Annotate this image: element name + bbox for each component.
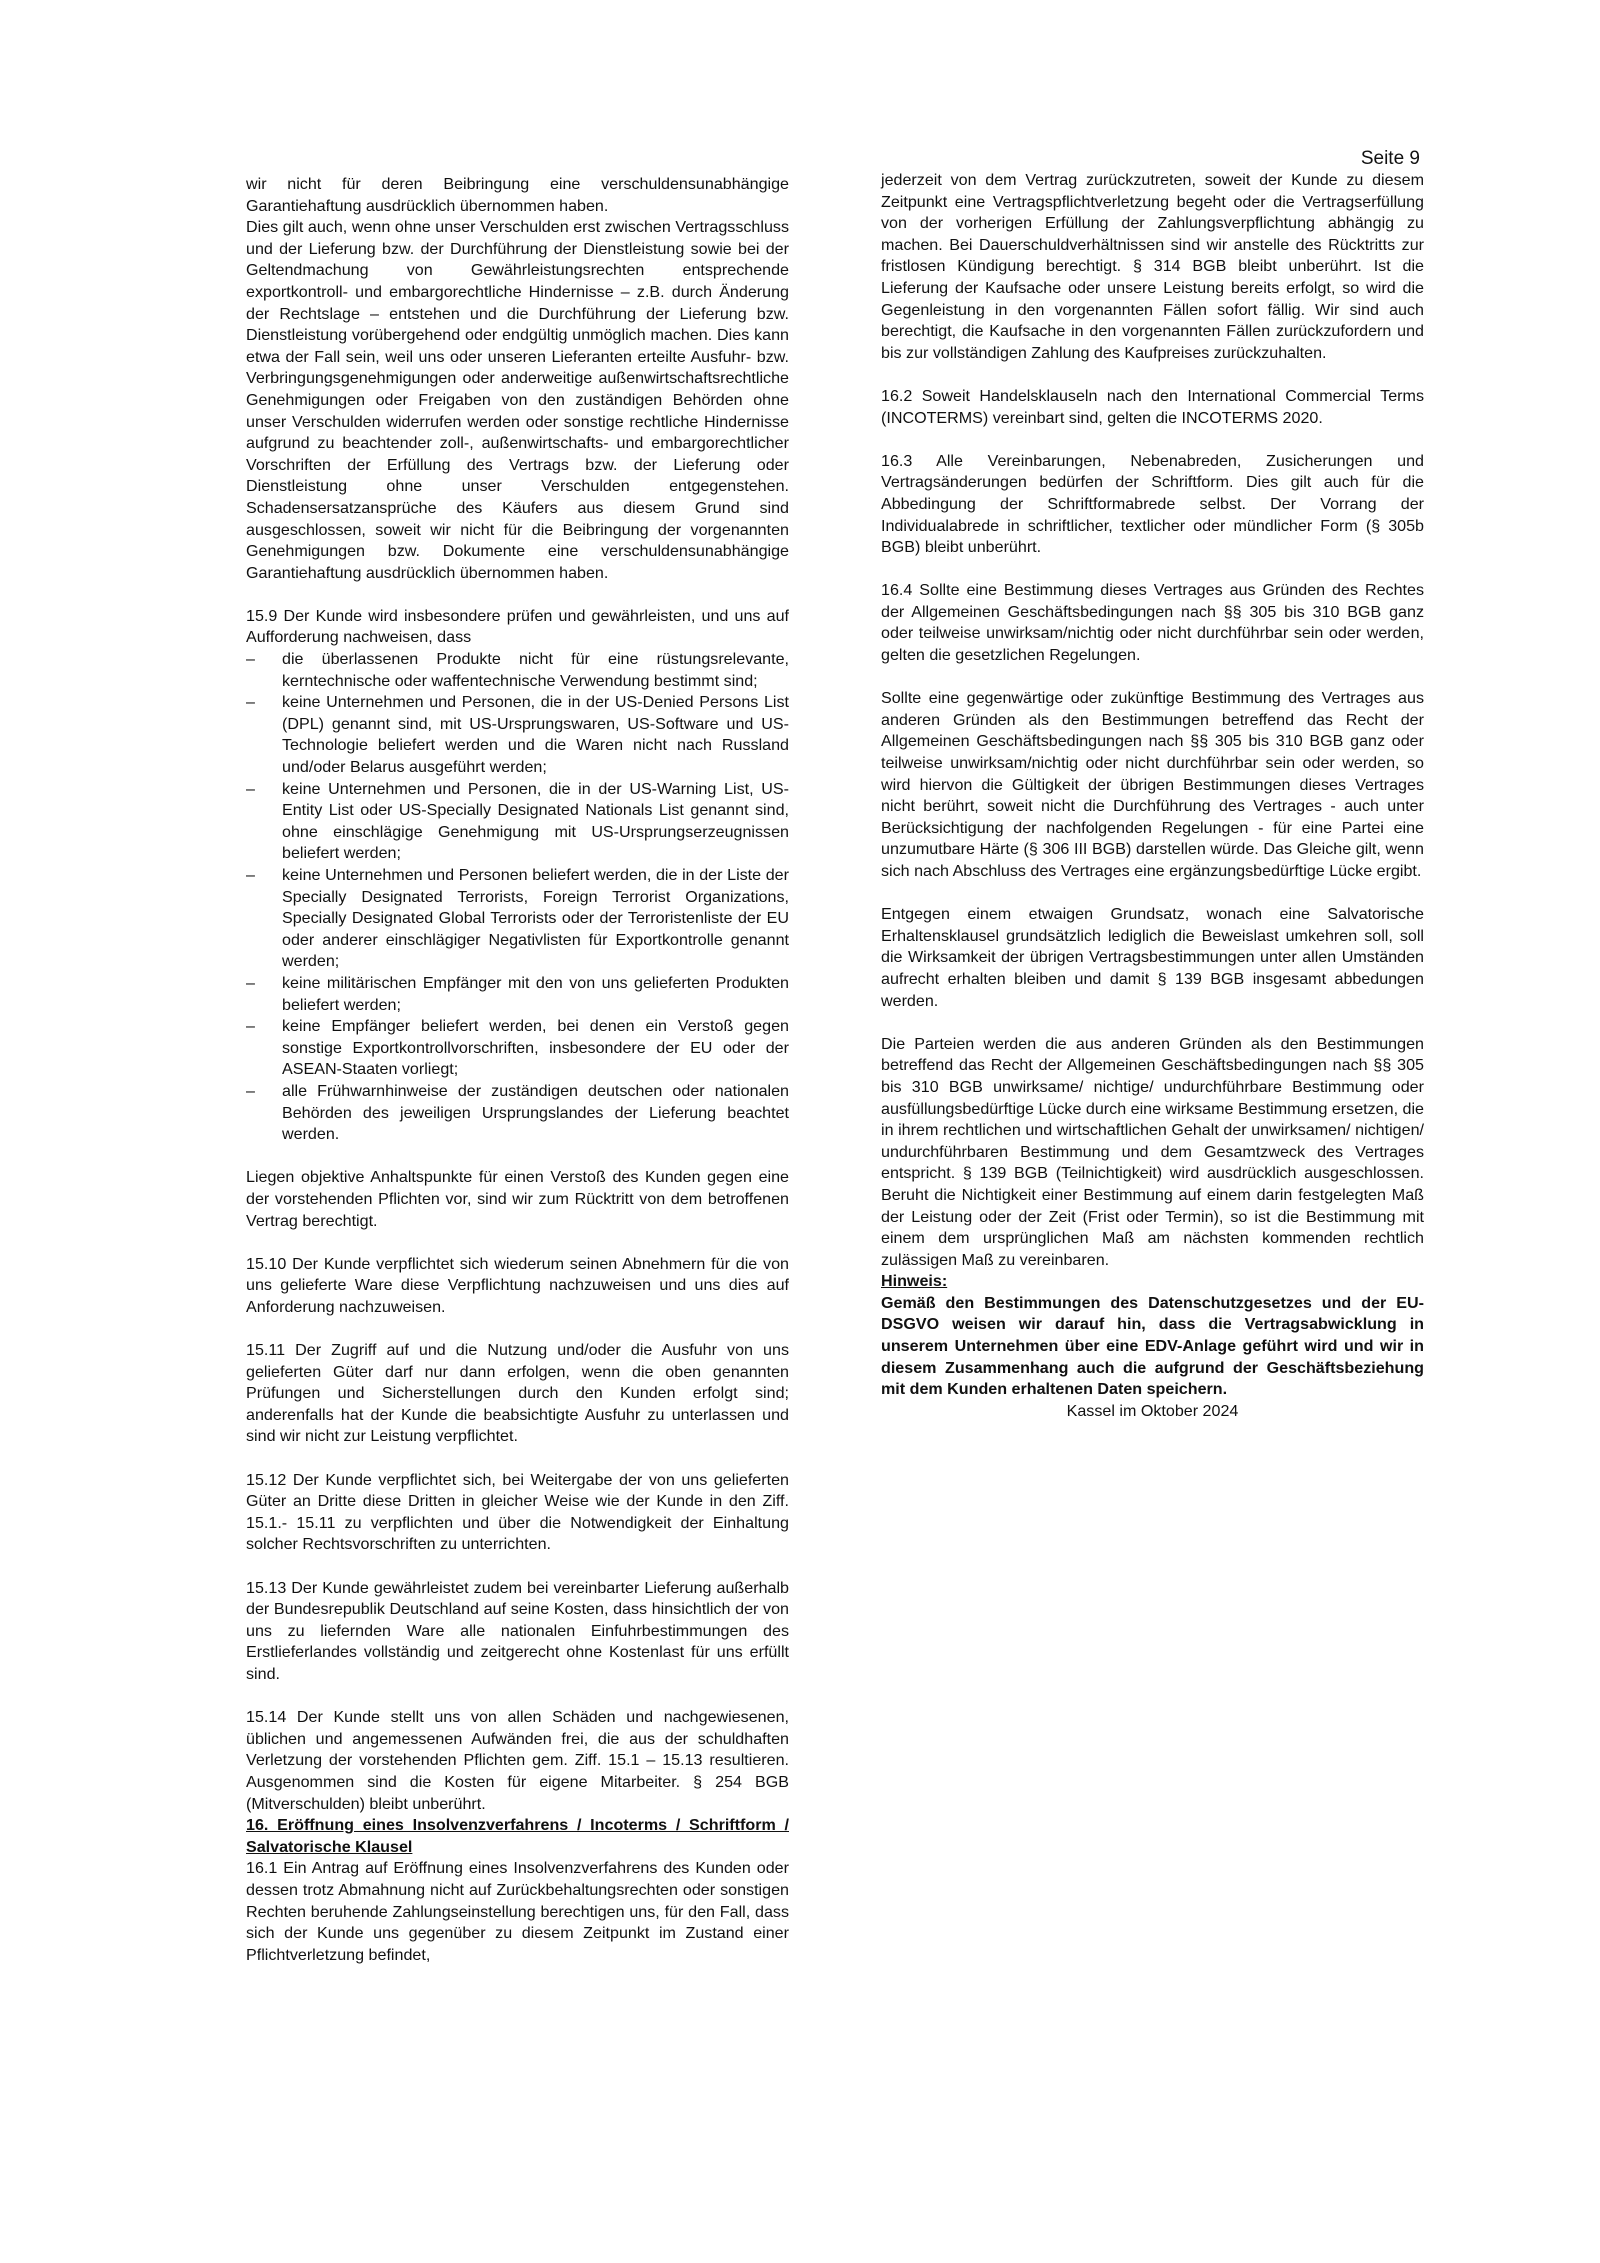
paragraph-15-11: 15.11 Der Zugriff auf und die Nutzung und/oder die Ausfuhr von uns gelieferten Güter darf nur dann erfolgen, wenn die oben genannten Prüfungen und Sicherstellungen durch den Kunden erfolgt sind; anderenfalls hat der Kunde die beabsichtigte Ausfuhr zu unterlassen und sind wir nicht zur Leistung verpflichtet. [246,1341,789,1446]
notice-label: Hinweis: [881,1272,948,1291]
list-item: – keine Unternehmen und Personen, die in der US-Warning List, US-Entity List oder US-Specially Designated Nationals List genannt sind, ohne einschlägige Genehmigung mit US-Ursprungserzeugnissen beliefert werden; [246,779,789,865]
paragraph-15-13: 15.13 Der Kunde gewährleistet zudem bei vereinbarter Lieferung außerhalb der Bundesrepublik Deutschland auf seine Kosten, dass hinsichtlich der von uns zu liefernden Ware alle nationalen Einfuhrbestimmungen des Erstlieferlandes vollständig und zeitgerecht ohne Kostenlast für uns erfüllt sind. [246,1578,789,1683]
paragraph-15-14: 15.14 Der Kunde stellt uns von allen Schäden und nachgewiesenen, üblichen und angemessenen Aufwänden frei, die aus der schuldhaften Verletzung der vorstehenden Pflichten gem. Ziff. 15.1 – 15.13 resultieren. Ausgenommen sind die Kosten für eigene Mitarbeiter. § 254 BGB (Mitverschulden) bleibt unberührt. [246,1708,789,1813]
paragraph-16-3: 16.3 Alle Vereinbarungen, Nebenabreden, Zusicherungen und Vertragsänderungen bedürfen der Schriftform. Dies gilt auch für die Abbedingung der Schriftformabrede selbst. Der Vorrang der Individualabrede in schriftlicher, textlicher oder mündlicher Form (§ 305b BGB) bleibt unberührt. [881,451,1424,557]
list-item: – keine militärischen Empfänger mit den von uns gelieferten Produkten beliefert werden; [246,973,789,1016]
paragraph: Liegen objektive Anhaltspunkte für einen Verstoß des Kunden gegen eine der vorstehenden Pflichten vor, sind wir zum Rücktritt von dem betroffenen Vertrag berechtigt. [246,1168,789,1230]
section-heading-16: 16. Eröffnung eines Insolvenzverfahrens / Incoterms / Schriftform / Salvatorische Klausel [246,1816,789,1856]
page-number: Seite 9 [1360,148,1420,169]
paragraph: Dies gilt auch, wenn ohne unser Verschulden erst zwischen Vertragsschluss und der Lieferung bzw. der Durchführung der Dienstleistung sowie bei der Geltendmachung von Gewährleistungsrechten entsprechende exportkontroll- und embargorechtliche Hindernisse – z.B. durch Änderung der Rechtslage – entstehen und die Durchführung der Lieferung bzw. Dienstleistung vorübergehend oder endgültig unmöglich machen. Dies kann etwa der Fall sein, weil uns oder unseren Lieferanten erteilte Ausfuhr- bzw. Verbringungsgenehmigungen oder anderweitige außenwirtschaftsrechtliche Genehmigungen oder Freigaben von den zuständigen Behörden ohne unser Verschulden widerrufen werden oder sonstige rechtliche Hindernisse aufgrund zu beachtender zoll-, außenwirtschafts- und embargorechtlicher Vorschriften der Erfüllung des Vertrags bzw. der Lieferung oder Dienstleistung ohne unser Verschulden entgegenstehen. Schadensersatzansprüche des Käufers aus diesem Grund sind ausgeschlossen, soweit wir nicht für die Beibringung der vorgenannten Genehmigungen bzw. Dokumente eine verschuldensunabhängige Garantiehaftung ausdrücklich übernommen haben. [246,218,789,582]
paragraph: Entgegen einem etwaigen Grundsatz, wonach eine Salvatorische Erhaltensklausel grundsätzlich lediglich die Beweislast umkehren soll, soll die Wirksamkeit der übrigen Vertragsbestimmungen unter allen Umständen aufrecht erhalten bleiben und damit § 139 BGB insgesamt abbedungen werden. [881,905,1424,1010]
signature-line: Kassel im Oktober 2024 [1066,1401,1239,1420]
paragraph-15-9: 15.9 Der Kunde wird insbesondere prüfen und gewährleisten, und uns auf Aufforderung nachweisen, dass [246,606,789,647]
list-item: – keine Empfänger beliefert werden, bei denen ein Verstoß gegen sonstige Exportkontrollvorschriften, insbesondere der EU oder der ASEAN-Staaten vorliegt; [246,1016,789,1081]
paragraph: Die Parteien werden die aus anderen Gründen als den Bestimmungen betreffend das Recht der Allgemeinen Geschäftsbedingungen nach §§ 305 bis 310 BGB unwirksame/ nichtige/ undurchführbare Bestimmung oder ausfüllungsbedürftige Lücke durch eine wirksame Bestimmung ersetzen, die in ihrem rechtlichen und wirtschaftlichen Gehalt der unwirksamen/ nichtigen/ undurchführbaren Bestimmung und dem Gesamtzweck des Vertrages entspricht. § 139 BGB (Teilnichtigkeit) wird ausdrücklich ausgeschlossen. Beruht die Nichtigkeit einer Bestimmung auf einem darin festgelegten Maß der Leistung oder der Zeit (Frist oder Termin), so ist die Bestimmung mit einem dem ursprünglichen Maß am nächsten kommenden rechtlich zulässigen Maß zu vereinbaren. [881,1034,1425,1269]
paragraph-15-10: 15.10 Der Kunde verpflichtet sich wiederum seinen Abnehmern für die von uns gelieferte Ware diese Verpflichtung nachzuweisen und uns dies auf Anforderung nachzuweisen. [246,1254,789,1316]
obligations-list [246,649,789,1146]
list-item: – keine Unternehmen und Personen beliefert werden, die in der Liste der Specially Designated Terrorists, Foreign Terrorist Organizations, Specially Designated Global Terrorists oder der Terroristenliste der EU oder anderer einschlägiger Negativlisten für Exportkontrolle genannt werden; [246,865,789,973]
paragraph: jederzeit von dem Vertrag zurückzutreten, soweit der Kunde zu diesem Zeitpunkt eine Vertragspflichtverletzung begeht oder die Vertragserfüllung von der vorherigen Erfüllung der Zahlungsverpflichtung abhängig zu machen. Bei Dauerschuldverhältnissen sind wir anstelle des Rücktritts zur fristlosen Kündigung berechtigt. § 314 BGB bleibt unberührt. Ist die Lieferung der Kaufsache oder unsere Leistung bereits erfolgt, so wird die Gegenleistung in den vorgenannten Fällen sofort fällig. Wir sind auch berechtigt, die Kaufsache in den vorgenannten Fällen zurückzufordern und bis zur vollständigen Zahlung des Kaufpreises zurückzuhalten. [881,171,1424,362]
right-column [881,170,1424,1422]
left-column [246,174,789,1966]
paragraph-15-12: 15.12 Der Kunde verpflichtet sich, bei Weitergabe der von uns gelieferten Güter an Dritte diese Dritten in gleicher Weise wie der Kunde in den Ziff. 15.1.- 15.11 zu verpflichten und über die Notwendigkeit der Einhaltung solcher Rechtsvorschriften zu unterrichten. [246,1470,789,1554]
list-item: – alle Frühwarnhinweise der zuständigen deutschen oder nationalen Behörden des jeweiligen Ursprungslandes der Lieferung beachtet werden. [246,1081,789,1146]
paragraph-16-2: 16.2 Soweit Handelsklauseln nach den International Commercial Terms (INCOTERMS) vereinbart sind, gelten die INCOTERMS 2020. [881,386,1424,427]
paragraph: Sollte eine gegenwärtige oder zukünftige Bestimmung des Vertrages aus anderen Gründen als den Bestimmungen betreffend das Recht der Allgemeinen Geschäftsbedingungen nach §§ 305 bis 310 BGB ganz oder teilweise unwirksam/nichtig oder nicht durchführbar sein oder werden, so wird hiervon die Gültigkeit der übrigen Bestimmungen dieses Vertrages nicht berührt, soweit nicht die Durchführung des Vertrages - auch unter Berücksichtigung der nachfolgenden Regelungen - für eine Partei eine unzumutbare Härte (§ 306 III BGB) darstellen würde. Das Gleiche gilt, wenn sich nach Abschluss des Vertrages eine ergänzungsbedürftige Lücke ergibt. [881,689,1424,880]
paragraph-16-4: 16.4 Sollte eine Bestimmung dieses Vertrages aus Gründen des Rechtes der Allgemeinen Geschäftsbedingungen nach §§ 305 bis 310 BGB ganz oder teilweise unwirksam/nichtig oder nicht durchführbar sein oder werden, gelten die gesetzlichen Regelungen. [881,581,1424,665]
paragraph-16-1: 16.1 Ein Antrag auf Eröffnung eines Insolvenzverfahrens des Kunden oder dessen trotz Abmahnung nicht auf Zurückbehaltungsrechten oder sonstigen Rechten beruhende Zahlungseinstellung berechtigen uns, für den Fall, dass sich der Kunde uns gegenüber zu diesem Zeitpunkt im Zustand einer Pflichtverletzung befindet, [246,1859,789,1964]
list-item: – die überlassenen Produkte nicht für eine rüstungsrelevante, kerntechnische oder waffentechnische Verwendung bestimmt sind; [246,649,789,692]
list-item: – keine Unternehmen und Personen, die in der US-Denied Persons List (DPL) genannt sind, mit US-Ursprungswaren, US-Software und US-Technologie beliefert werden und die Waren nicht nach Russland und/oder Belarus ausgeführt werden; [246,692,789,778]
notice-body: Gemäß den Bestimmungen des Datenschutzgesetzes und der EU-DSGVO weisen wir darauf hin, dass die Vertragsabwicklung in unserem Unternehmen über eine EDV-Anlage geführt wird und wir in diesem Zusammenhang auch die aufgrund der Geschäftsbeziehung mit dem Kunden erhaltenen Daten speichern. [881,1293,1424,1399]
paragraph: wir nicht für deren Beibringung eine verschuldensunabhängige Garantiehaftung ausdrücklich übernommen haben. [246,175,789,215]
